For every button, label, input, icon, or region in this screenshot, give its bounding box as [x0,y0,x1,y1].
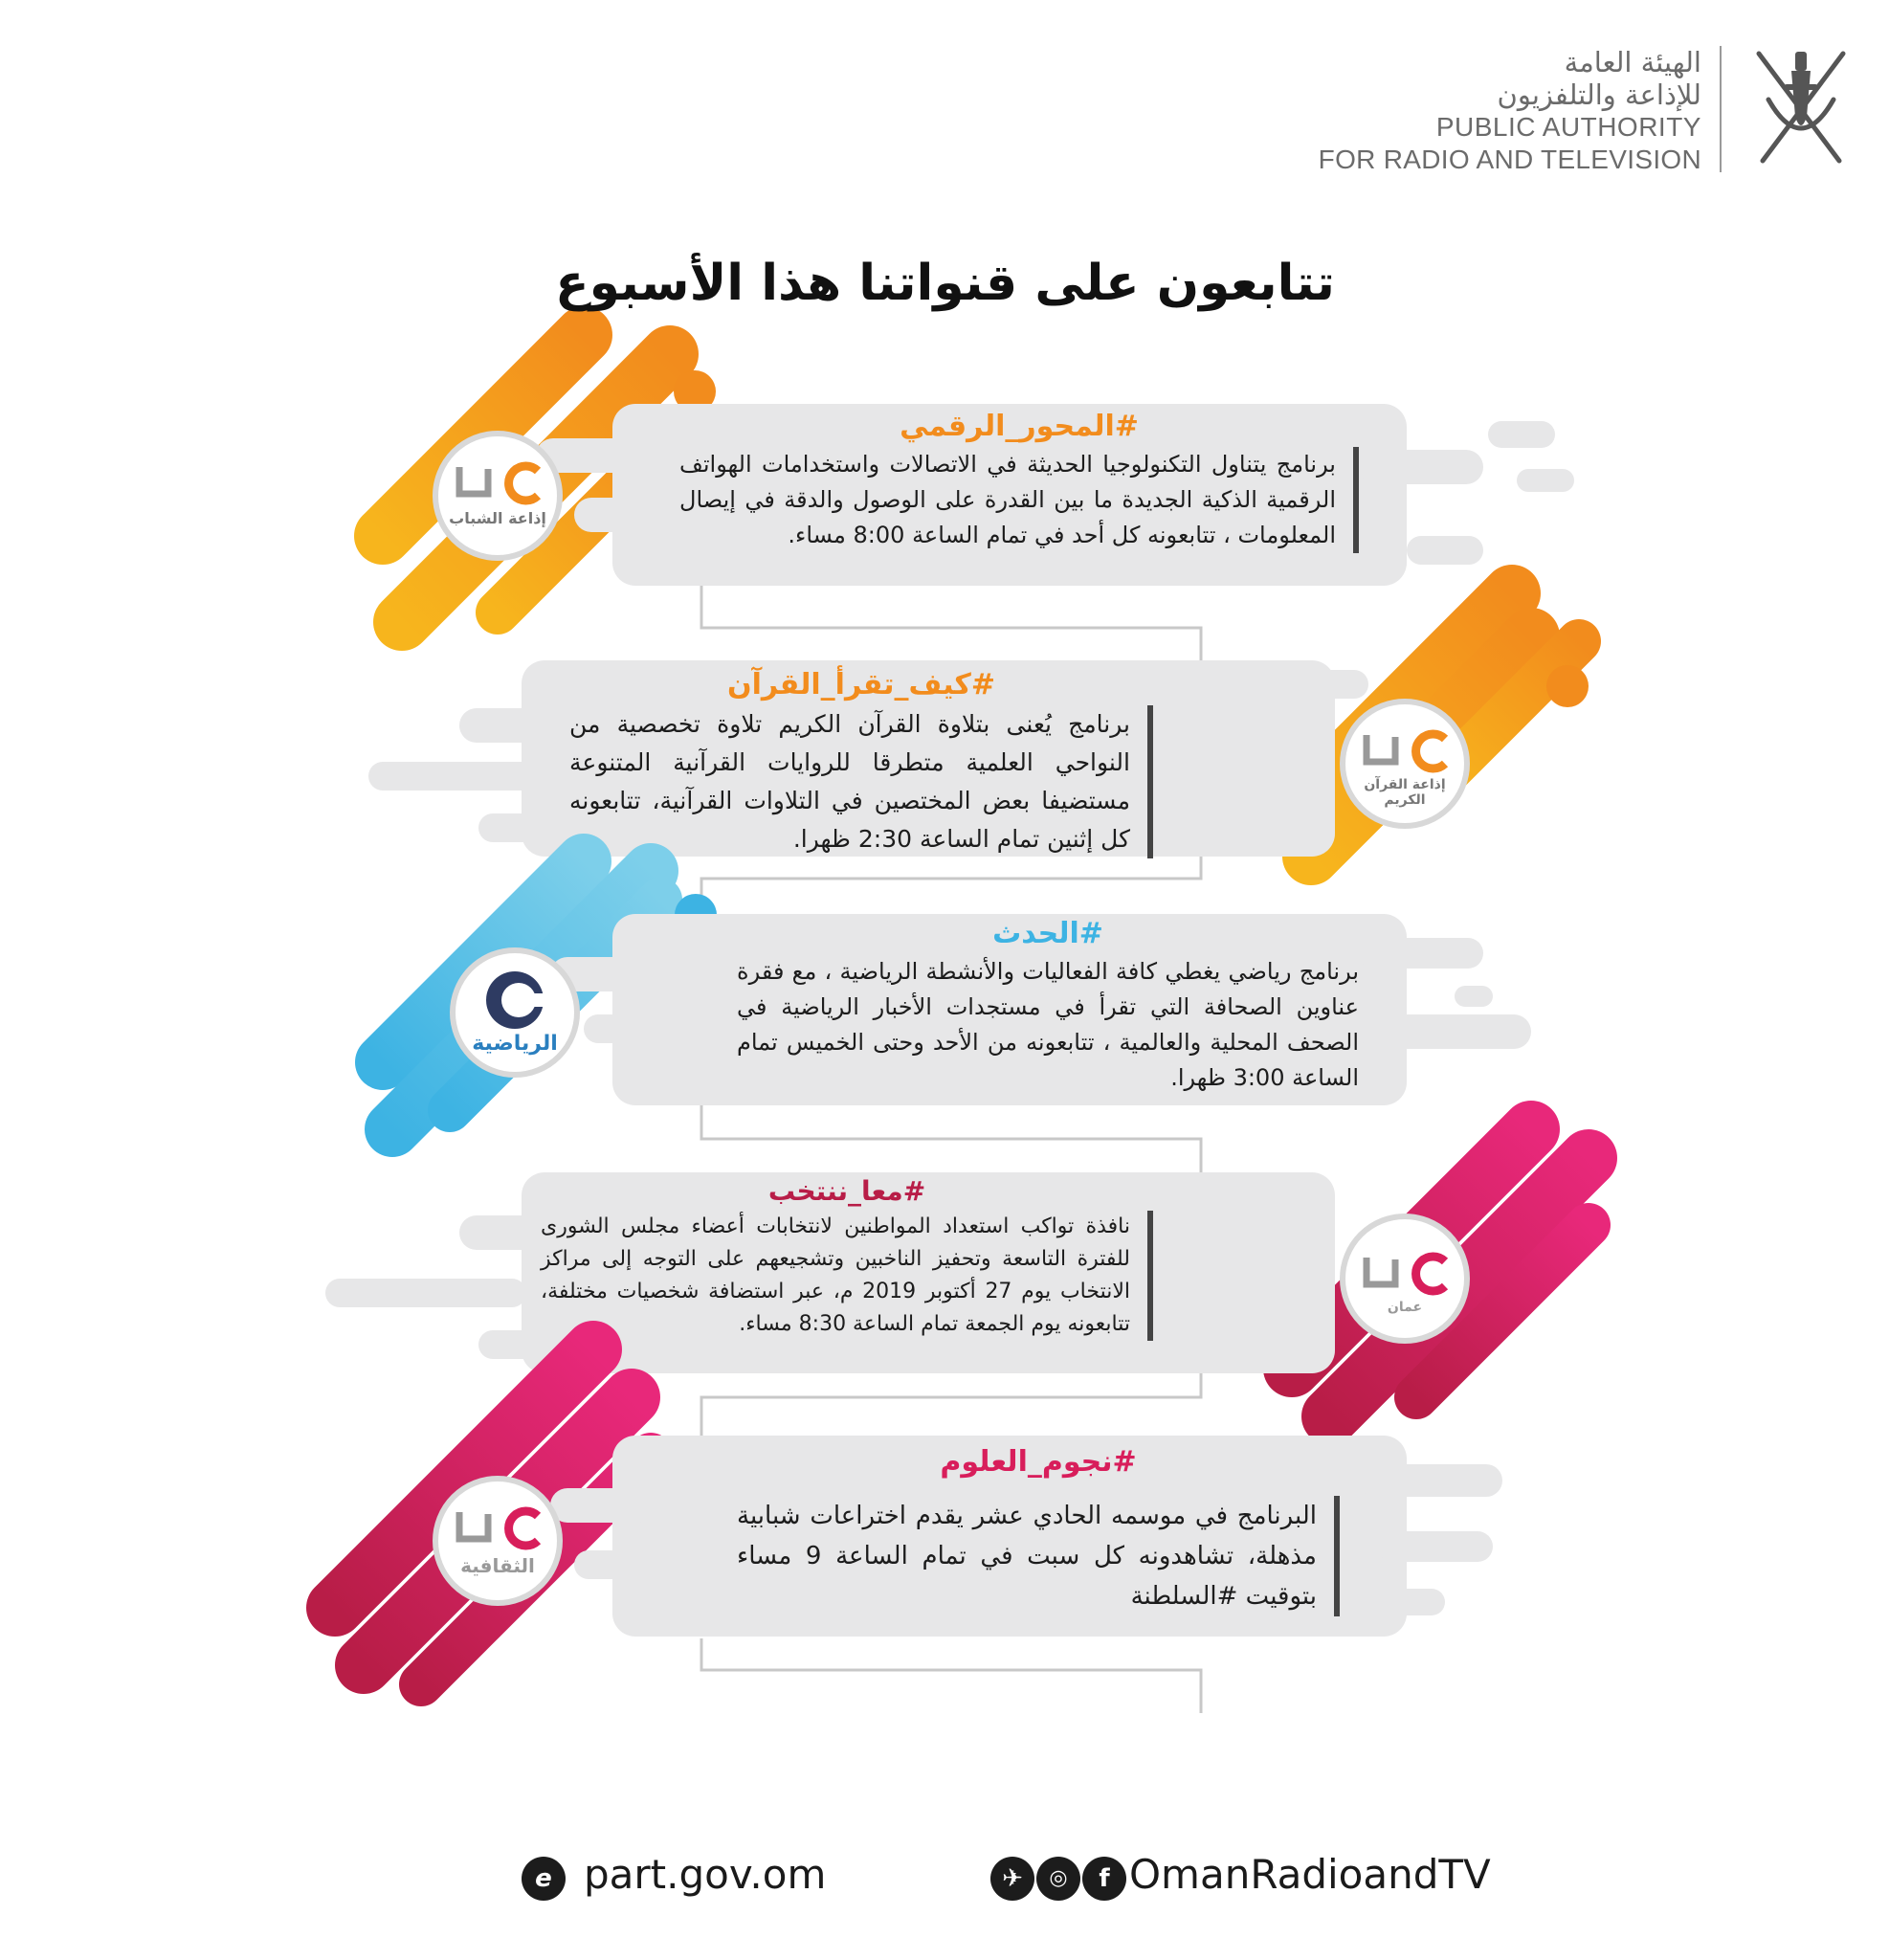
program-title: #المحور_الرقمي [900,410,1139,443]
header-divider [1720,46,1722,172]
channel-logo-label: إذاعة الشباب [449,509,546,527]
header-arabic-line2: للإذاعة والتلفزيون [1497,78,1701,111]
program-description: نافذة تواكب استعداد المواطنين لانتخابات أعضاء مجلس الشورى للفترة التاسعة وتحفيز الناخبين وتشجيعهم على التوجه إلى مراكز الانتخاب يوم 27 أكتوبر 2019 م، عبر استضافة شخصيات مختلفة، تتابعونه يوم الجمعة تمام الساعة 8:30 مساء. [541,1211,1153,1341]
channel-logo-sports [450,947,580,1078]
program-title: #الحدث [992,917,1103,950]
header-arabic-line1: الهيئة العامة [1564,46,1701,78]
channel-logo-label: عمان [1387,1300,1423,1315]
oman-tv-logo-icon [1357,1248,1453,1296]
internet-explorer-icon: e [522,1857,566,1901]
website-link[interactable]: part.gov.om [584,1851,827,1898]
program-card-2 [569,668,1153,858]
program-card-5 [737,1445,1340,1616]
channel-logo-youth-radio [433,431,563,561]
oman-tv-logo-icon [450,457,545,505]
page-title: تتابعون على قنواتنا هذا الأسبوع [555,255,1335,312]
oman-tv-logo-icon [450,1503,545,1550]
program-title: #كيف_تقرأ_القرآن [726,668,996,702]
header-english-line2: FOR RADIO AND TELEVISION [1318,145,1701,174]
program-description: برنامج يتناول التكنولوجيا الحديثة في الاتصالات واستخدامات الهواتف الرقمية الذكية الجديدة ما بين القدرة على الوصول والدقة في إيصال المعلومات ، تتابعونه كل أحد في تمام الساعة 8:00 مساء. [679,447,1359,553]
channel-logo-oman-tv [1340,1214,1470,1344]
program-card-3 [737,917,1359,1096]
program-title: #معا_ننتخب [767,1175,926,1207]
oman-emblem-icon [1740,42,1862,172]
program-title: #نجوم_العلوم [940,1445,1137,1479]
channel-logo-label: الرياضية [472,1032,558,1056]
oman-tv-logo-icon [1357,725,1453,773]
channel-logo-cultural [433,1476,563,1606]
instagram-icon[interactable]: ◎ [1036,1857,1080,1901]
channel-logo-label: الثقافية [460,1554,535,1577]
twitter-icon[interactable]: ✈ [990,1857,1034,1901]
program-card-1 [679,410,1359,553]
program-description: البرنامج في موسمه الحادي عشر يقدم اختراعات شبابية مذهلة، تشاهدونه كل سبت في تمام الساعة 9 مساء بتوقيت #السلطنة [737,1496,1340,1616]
social-handle-link[interactable]: OmanRadioandTV [1129,1851,1491,1898]
program-description: برنامج يُعنى بتلاوة القرآن الكريم تلاوة تخصصية من النواحي العلمية متطرقا للروايات القرآنية المتنوعة مستضيفا بعض المختصين في التلاوات القرآنية، تتابعونه كل إثنين تمام الساعة 2:30 ظهرا. [569,705,1153,858]
channel-logo-quran-radio [1340,699,1470,829]
program-description: برنامج رياضي يغطي كافة الفعاليات والأنشطة الرياضية ، مع فقرة عناوين الصحافة التي تقرأ في مستجدات الأخبار الرياضية في الصحف المحلية والعالمية ، تتابعونه من الأحد وحتى الخميس تمام الساعة 3:00 ظهرا. [737,958,1359,1091]
facebook-icon[interactable]: f [1082,1857,1126,1901]
channel-logo-label: إذاعة القرآن الكريم [1364,777,1446,808]
header-english-line1: PUBLIC AUTHORITY [1435,112,1701,142]
program-card-4 [541,1175,1153,1341]
sports-channel-logo-icon [477,967,553,1034]
